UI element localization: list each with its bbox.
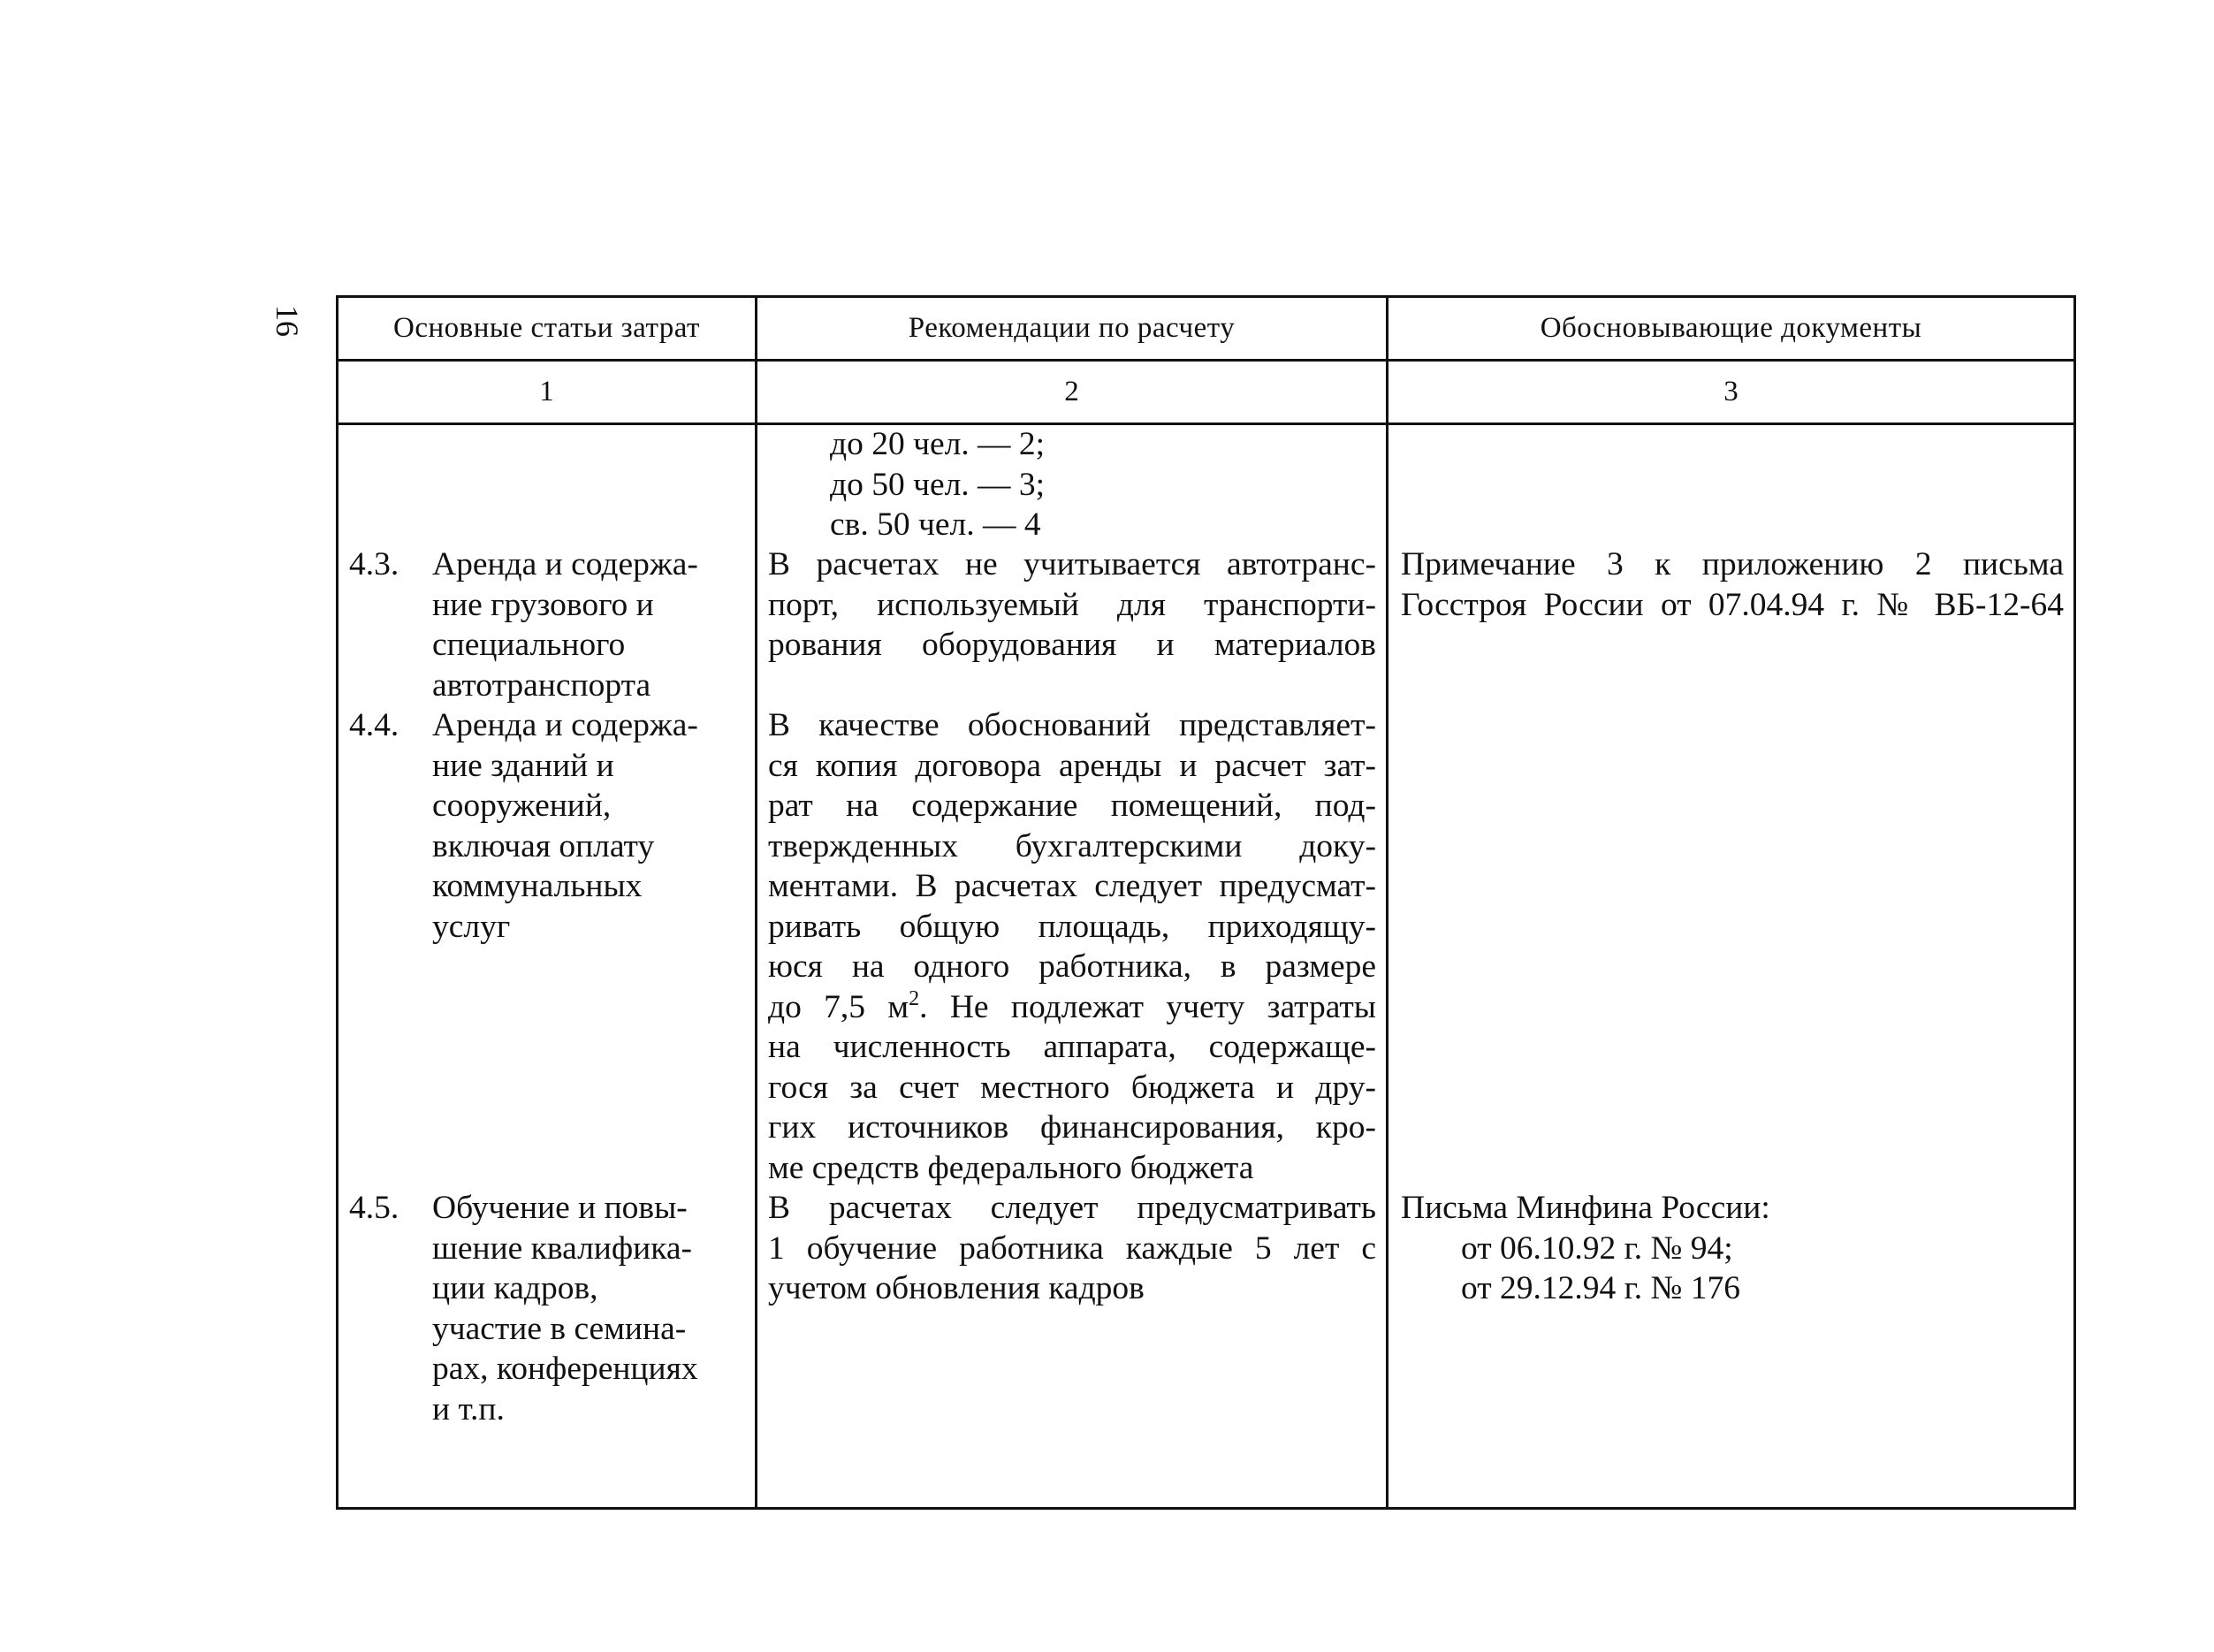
column-number-3: 3 — [1388, 361, 2075, 424]
item-number-4-4: 4.4. — [349, 707, 399, 743]
title-line: включая оплату — [432, 827, 655, 864]
title-line: услуг — [432, 908, 511, 945]
title-line: шение квалифика- — [432, 1229, 693, 1267]
recommendations-cell — [757, 424, 1388, 1509]
continuation-line: до 20 чел. — 2; — [830, 426, 1046, 462]
recommendation-line: порт, используемый для транспорти- — [768, 586, 1376, 623]
title-line: участие в семина- — [432, 1310, 687, 1347]
header-recommendations: Рекомендации по расчету — [757, 297, 1388, 361]
table-header-row — [338, 297, 2075, 361]
recommendation-line: на численность аппарата, содержаще- — [768, 1029, 1376, 1065]
recommendation-line: ме средств федерального бюджета — [768, 1149, 1254, 1186]
title-line: автотранспорта — [432, 666, 651, 704]
documents-4-3 — [1401, 544, 2064, 625]
title-line: и т.п. — [432, 1390, 505, 1427]
item-number-4-5: 4.5. — [349, 1190, 399, 1226]
cost-items-cell — [338, 424, 757, 1509]
recommendation-area-line — [768, 987, 1376, 1028]
area-value: до 7,5 м — [768, 988, 909, 1025]
documents-cell — [1388, 424, 2075, 1509]
continuation-line: до 50 чел. — 3; — [830, 466, 1046, 503]
documents-4-5 — [1401, 1188, 1770, 1309]
item-title-4-5 — [432, 1188, 750, 1429]
header-cost-items: Основные статьи затрат — [338, 297, 757, 361]
document-line: Госстроя России от 07.04.94 г. № ВБ-12-64 — [1401, 586, 2064, 623]
column-number-row — [338, 361, 2075, 424]
recommendation-line: рат на содержание помещений, под- — [768, 788, 1376, 824]
area-line-tail: . Не подлежат учету затраты — [919, 988, 1376, 1025]
recommendation-line: рования оборудования и материалов — [768, 627, 1376, 663]
page-number: 16 — [270, 305, 305, 337]
item-title-4-4 — [432, 705, 750, 947]
recommendation-line: ривать общую площадь, приходящу- — [768, 908, 1376, 945]
document-line: Примечание 3 к приложению 2 письма — [1401, 546, 2064, 582]
title-line: специального — [432, 627, 626, 663]
title-line: Обучение и повы- — [432, 1190, 688, 1226]
recommendation-4-4 — [768, 705, 1376, 1188]
recommendation-line: юся на одного работника, в размере — [768, 948, 1376, 985]
document-line: от 29.12.94 г. № 176 — [1461, 1270, 1740, 1306]
continuation-list — [830, 424, 1045, 545]
item-title-4-3 — [432, 544, 750, 705]
table-body-row — [338, 424, 2075, 1509]
title-line: сооружений, — [432, 788, 612, 824]
recommendation-line: гих источников финансирования, кро- — [768, 1109, 1376, 1146]
recommendation-line: В расчетах не учитывается автотранс- — [768, 546, 1376, 582]
recommendation-line: ся копия договора аренды и расчет зат- — [768, 747, 1376, 784]
item-number-4-3: 4.3. — [349, 546, 399, 582]
title-line: ции кадров, — [432, 1270, 598, 1306]
title-line: ние грузового и — [432, 586, 654, 623]
recommendation-line: учетом обновления кадров — [768, 1270, 1145, 1306]
recommendation-line: В качестве обоснований представляет- — [768, 707, 1376, 743]
recommendation-4-5 — [768, 1188, 1376, 1309]
recommendation-line: 1 обучение работника каждые 5 лет с — [768, 1229, 1376, 1267]
recommendation-line: ментами. В расчетах следует предусмат- — [768, 868, 1376, 904]
column-number-2: 2 — [757, 361, 1388, 424]
title-line: ние зданий и — [432, 747, 614, 784]
recommendation-4-3 — [768, 544, 1376, 666]
recommendation-line: В расчетах следует предусматривать — [768, 1190, 1376, 1226]
title-line: Аренда и содержа- — [432, 707, 698, 743]
area-superscript: 2 — [909, 986, 920, 1010]
title-line: коммунальных — [432, 868, 643, 904]
document-line: от 06.10.92 г. № 94; — [1461, 1229, 1733, 1267]
column-number-1: 1 — [338, 361, 757, 424]
document-line: Письма Минфина России: — [1401, 1190, 1770, 1226]
recommendation-line: гося за счет местного бюджета и дру- — [768, 1069, 1376, 1106]
recommendation-line: твержденных бухгалтерскими доку- — [768, 827, 1376, 864]
title-line: Аренда и содержа- — [432, 546, 698, 582]
continuation-line: св. 50 чел. — 4 — [830, 506, 1041, 543]
cost-items-table — [336, 295, 2076, 1510]
header-documents: Обосновывающие документы — [1388, 297, 2075, 361]
title-line: рах, конференциях — [432, 1351, 698, 1387]
